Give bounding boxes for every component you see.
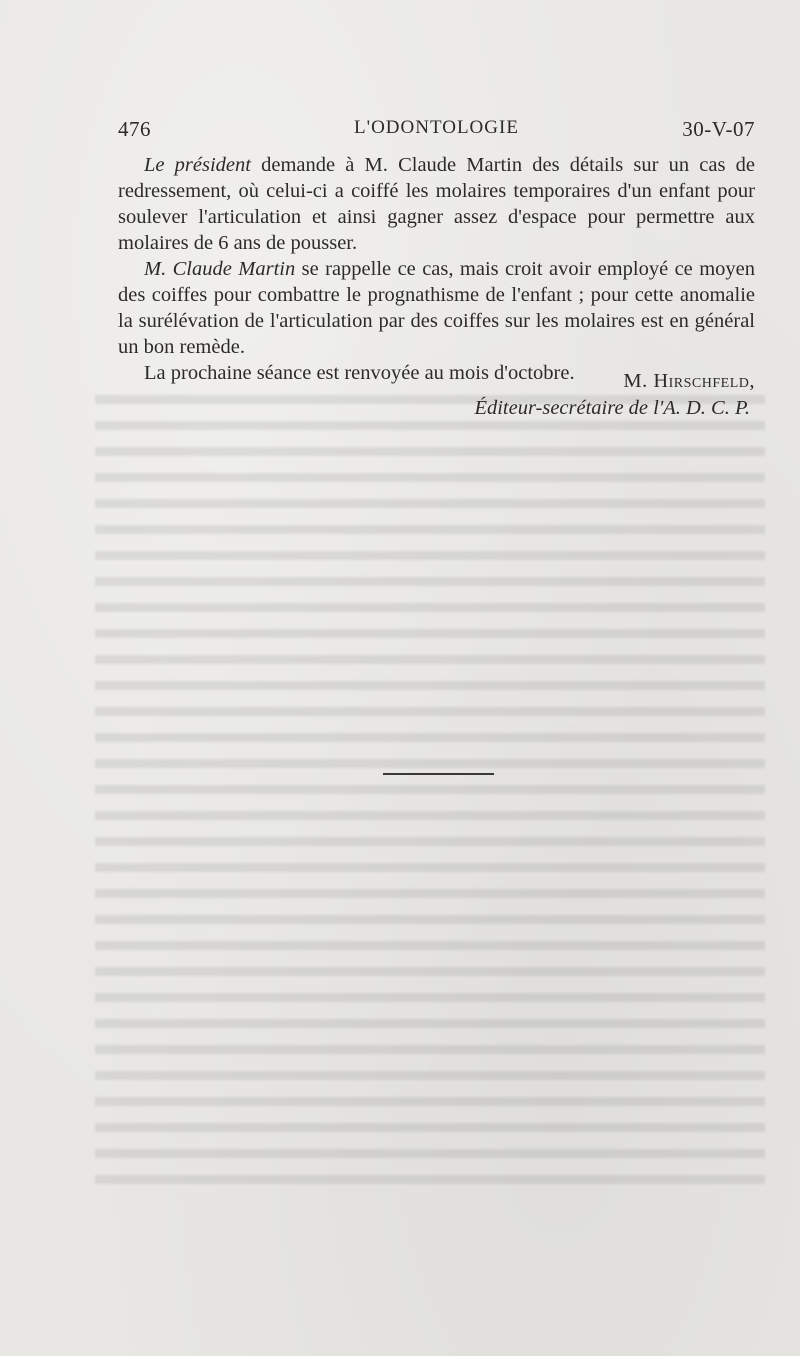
reverse-side-bleed-through [95,395,765,1195]
speaker-martin: M. Claude Martin [144,258,296,280]
signature-role: Éditeur-secrétaire de l'A. D. C. P. [474,397,750,419]
section-divider-rule [383,773,494,775]
paragraph-next-session: La prochaine séance est renvoyée au mois d'octobre. [144,362,575,384]
page-number: 476 [118,117,151,141]
journal-title: L'ODONTOLOGIE [354,117,519,138]
paragraph-president-text: demande à M. Claude Martin des détails sur un cas de redressement, où celui-ci a coiffé les molaires temporaires d'un enfant pour soulever l'articulation et ainsi gagner assez d'espace pour permettre aux molaires de 6 ans de pousser. [118,154,755,254]
running-header [118,117,755,145]
paragraph-martin-text: se rappelle ce cas, mais croit avoir employé ce moyen des coiffes pour combattre le prognathisme de l'enfant ; pour cette anomalie la surélévation de l'articulation par des coiffes sur les molaires est en général un bon remède. [118,258,756,358]
signature-name: M. Hirschfeld, [623,370,755,392]
issue-date: 30-V-07 [682,117,755,141]
article-body [118,152,755,386]
paragraph-martin [118,256,755,360]
speaker-president: Le président [144,154,251,176]
paragraph-president [118,152,755,256]
